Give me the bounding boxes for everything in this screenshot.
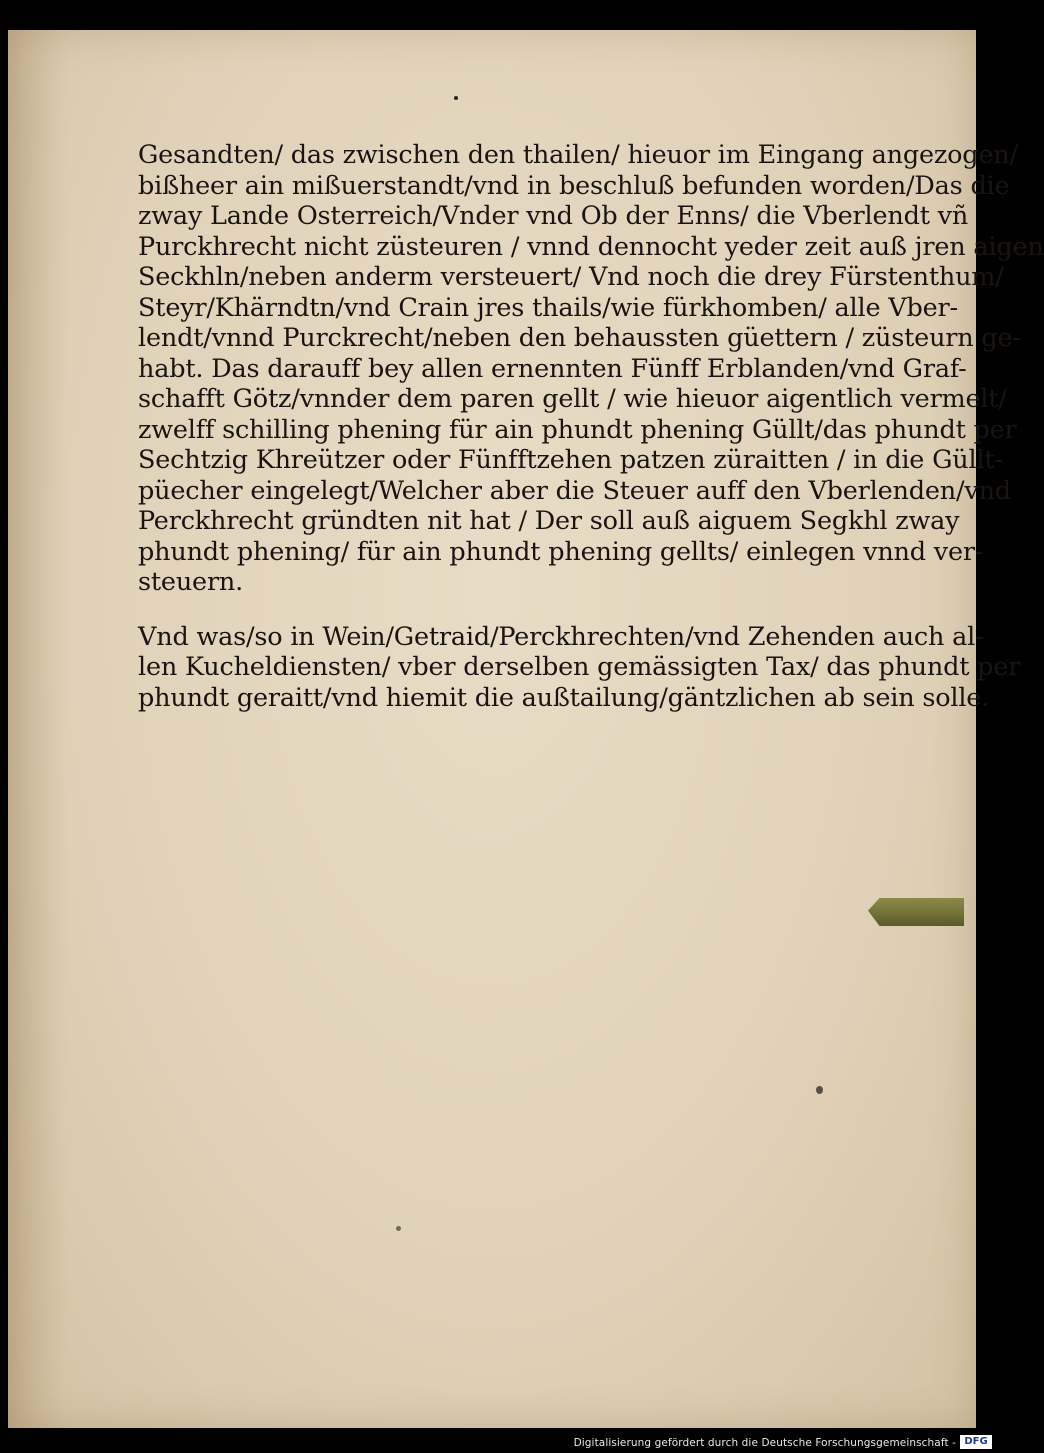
text-line: zwelff schilling phening für ain phundt phening Güllt/das phundt per	[138, 414, 1017, 445]
text-line: phundt geraitt/vnd hiemit die außtailung/gäntzlichen ab sein solle.	[138, 682, 990, 713]
text-line: zway Lande Osterreich/Vnder vnd Ob der Enns/ die Vberlendt vñ	[138, 201, 969, 231]
paragraph-2	[138, 621, 1021, 714]
text-line: Perckhrecht gründten nit hat / Der soll auß aiguem Segkhl zway	[138, 506, 960, 536]
ink-spot	[396, 1226, 401, 1231]
text-line: lendt/vnnd Purckrecht/neben den behaussten güettern / züsteurn ge-	[138, 323, 1021, 353]
document-text	[138, 140, 1044, 713]
ink-spot	[454, 96, 458, 100]
text-line: Purckhrecht nicht züsteuren / vnnd dennocht yeder zeit auß jren aigen	[138, 231, 1044, 262]
text-line: Sechtzig Khreützer oder Fünfftzehen patzen züraitten / in die Güllt-	[138, 445, 1003, 475]
text-line: bißheer ain mißuerstandt/vnd in beschluß befunden worden/Das die	[138, 170, 1010, 201]
paragraph-1	[138, 140, 1044, 598]
text-line: len Kucheldiensten/ vber derselben gemässigten Tax/ das phundt per	[138, 652, 1021, 682]
funding-credit: Digitalisierung gefördert durch die Deutsche Forschungsgemeinschaft -	[573, 1437, 956, 1449]
text-line: Seckhln/neben anderm versteuert/ Vnd noch die drey Fürstenthum/	[138, 262, 1004, 292]
text-line: püecher eingelegt/Welcher aber die Steuer auff den Vberlenden/vnd	[138, 475, 1011, 506]
text-line: schafft Götz/vnnder dem paren gellt / wie hieuor aigentlich vermelt/	[138, 384, 1007, 414]
text-line: Gesandten/ das zwischen den thailen/ hieuor im Eingang angezogen/	[138, 140, 1018, 170]
ink-spot	[816, 1086, 823, 1094]
text-line: Vnd was/so in Wein/Getraid/Perckhrechten/vnd Zehenden auch al-	[138, 621, 984, 652]
text-line: habt. Das darauff bey allen ernennten Fünff Erblanden/vnd Graf-	[138, 353, 967, 384]
text-line: phundt phening/ für ain phundt phening gellts/ einlegen vnnd ver-	[138, 536, 984, 567]
bookmark-tab	[868, 898, 964, 926]
text-line: Steyr/Khärndtn/vnd Crain jres thails/wie fürkhomben/ alle Vber-	[138, 292, 958, 323]
text-line: steuern.	[138, 567, 244, 597]
footer-bar	[0, 1429, 1000, 1453]
dfg-logo: DFG	[960, 1435, 992, 1449]
